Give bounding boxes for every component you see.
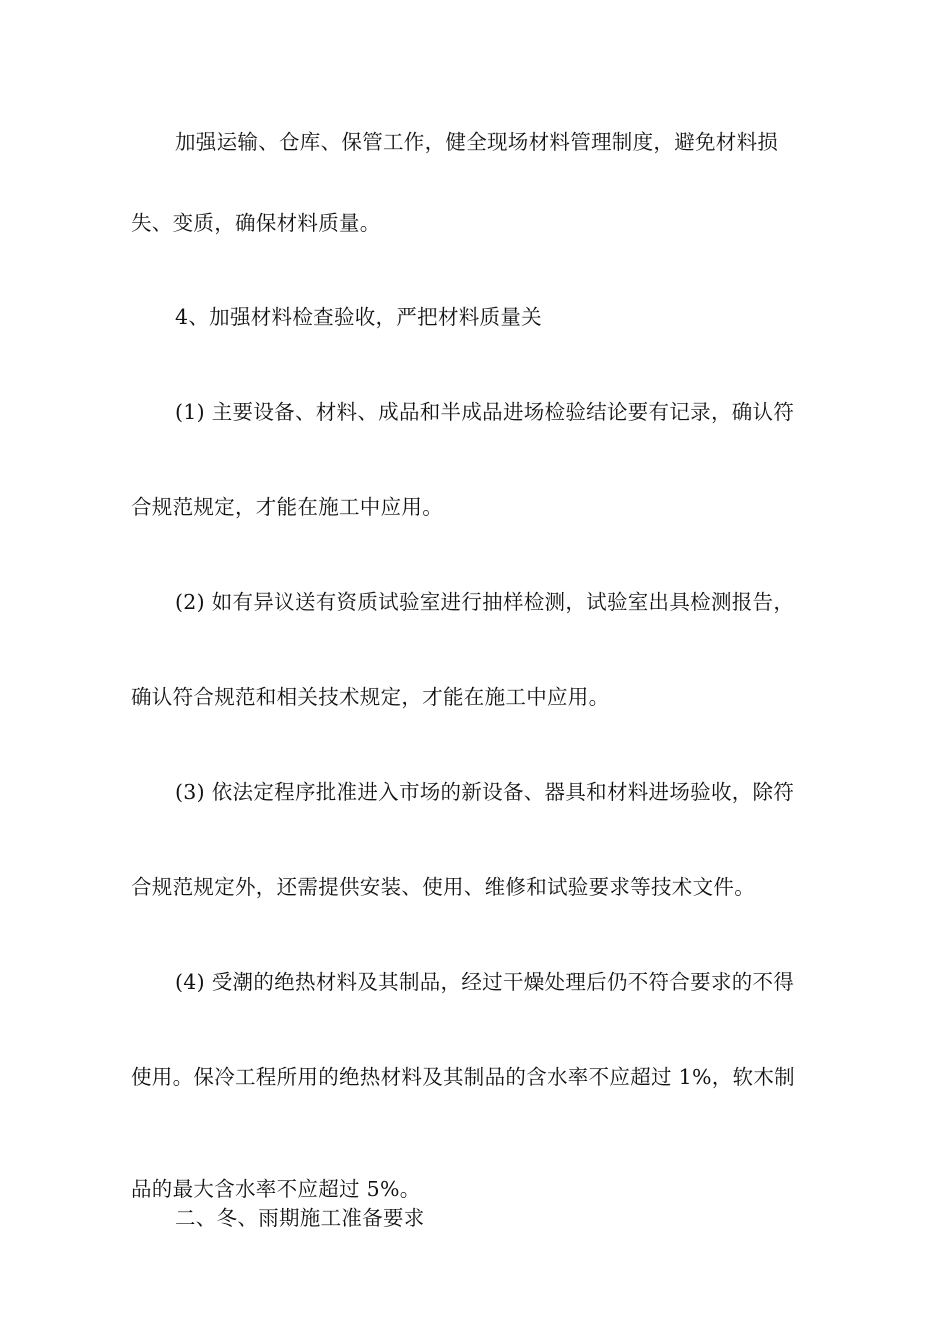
section-heading: 二、冬、雨期施工准备要求: [175, 1206, 425, 1230]
paragraph-line: (4) 受潮的绝热材料及其制品，经过干燥处理后仍不符合要求的不得: [175, 970, 795, 994]
paragraph-line: 确认符合规范和相关技术规定，才能在施工中应用。: [131, 685, 610, 709]
paragraph-line: 使用。保冷工程所用的绝热材料及其制品的含水率不应超过 1%，软木制: [131, 1065, 795, 1089]
paragraph-line: 合规范规定，才能在施工中应用。: [131, 495, 443, 519]
paragraph-line: (2) 如有异议送有资质试验室进行抽样检测，试验室出具检测报告，: [175, 590, 795, 614]
paragraph-line: 品的最大含水率不应超过 5%。: [131, 1177, 421, 1201]
section-heading: 4、加强材料检查验收，严把材料质量关: [175, 305, 542, 329]
paragraph-line: 加强运输、仓库、保管工作，健全现场材料管理制度，避免材料损: [175, 130, 779, 154]
paragraph-line: 失、变质，确保材料质量。: [131, 211, 381, 235]
paragraph-line: (1) 主要设备、材料、成品和半成品进场检验结论要有记录，确认符: [175, 400, 795, 424]
paragraph-line: (3) 依法定程序批准进入市场的新设备、器具和材料进场验收，除符: [175, 780, 795, 804]
paragraph-line: 合规范规定外，还需提供安装、使用、维修和试验要求等技术文件。: [131, 875, 755, 899]
